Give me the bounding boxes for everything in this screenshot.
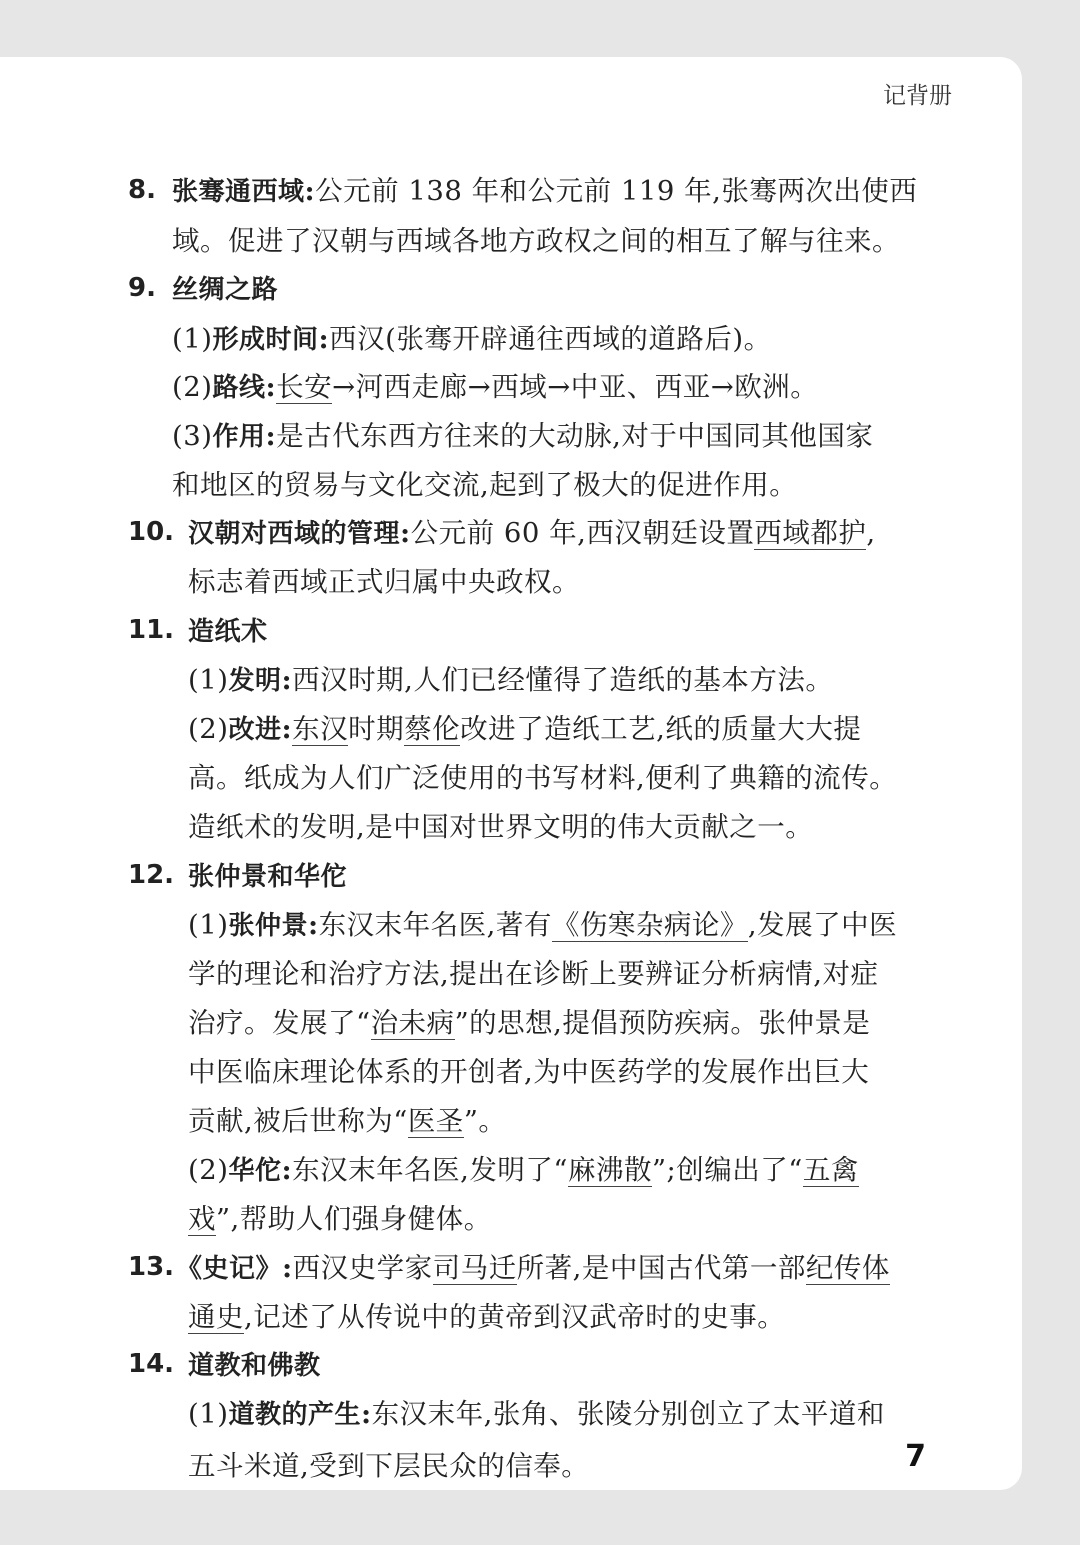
item-14-title xyxy=(188,1345,321,1385)
item-12-p2-text-2: ”;创编出了“ xyxy=(651,1154,803,1186)
item-12-p2-l2-keyword: 戏 xyxy=(188,1203,216,1235)
item-9-p2-title: 路线 xyxy=(212,373,266,403)
item-10-line-2: 标志着西域正式归属中央政权。 xyxy=(188,566,580,598)
item-8-line-1: 张骞通西域:公元前 138 年和公元前 119 年,张骞两次出使西 xyxy=(172,175,918,207)
item-12-title xyxy=(188,856,347,896)
item-13-l2-keyword: 通史 xyxy=(188,1301,244,1333)
item-11-p2-label: (2) xyxy=(188,713,229,745)
item-9-p3-label: (3) xyxy=(172,420,213,452)
item-9-p1-label: (1) xyxy=(172,323,213,355)
item-14-p1-title: 道教的产生 xyxy=(228,1400,361,1430)
item-9-p3-line-2: 和地区的贸易与文化交流,起到了极大的促进作用。 xyxy=(172,469,798,501)
book-page xyxy=(0,57,1022,1490)
item-12-p2-title: 华佗 xyxy=(228,1156,282,1186)
item-12-p1-l3-text-1: 治疗。发展了“ xyxy=(188,1007,371,1039)
item-12-p1-l3-text-2: ”的思想,提倡预防疾病。张仲景是 xyxy=(454,1007,871,1039)
item-9-p3-title: 作用 xyxy=(212,422,266,452)
item-12-point-2: (2)华佗:东汉末年名医,发明了“麻沸散”;创编出了“五禽 xyxy=(188,1154,859,1186)
item-9-p2-text: →河西走廊→西域→中亚、西亚→欧洲。 xyxy=(332,371,819,403)
item-10-number: 10. xyxy=(128,517,175,547)
item-12-p2-l2-text: ”,帮助人们强身健体。 xyxy=(216,1203,492,1235)
item-12-p2-line-2 xyxy=(188,1199,492,1239)
item-14-title-text: 道教和佛教 xyxy=(188,1351,321,1381)
item-9-point-2: (2)路线:长安→河西走廊→西域→中亚、西亚→欧洲。 xyxy=(172,371,819,403)
item-12-p1-l3-keyword: 治未病 xyxy=(370,1007,455,1039)
item-9-title-text: 丝绸之路 xyxy=(172,275,279,305)
item-12-p1-label: (1) xyxy=(188,909,229,941)
item-9-title xyxy=(172,269,278,309)
item-11-p1-title: 发明 xyxy=(228,666,282,696)
item-11-number: 11. xyxy=(128,615,175,645)
item-8-number: 8. xyxy=(128,175,156,205)
item-9-p2-keyword: 长安 xyxy=(276,371,333,403)
item-9-p1-text: 西汉(张骞开辟通往西域的道路后)。 xyxy=(329,323,772,355)
item-12-p1-text-1: 东汉末年名医,著有 xyxy=(318,909,552,941)
item-11-p2-title: 改进 xyxy=(228,715,282,745)
item-10-keyword: 西域都护 xyxy=(754,517,867,549)
item-14-p1-text-1: 东汉末年,张角、张陵分别创立了太平道和 xyxy=(371,1398,885,1430)
item-11-p2-line-3: 造纸术的发明,是中国对世界文明的伟大贡献之一。 xyxy=(188,811,814,843)
item-11-p2-text-2: 改进了造纸工艺,纸的质量大大提 xyxy=(460,713,862,745)
item-13-title: 《史记》 xyxy=(176,1254,283,1284)
item-12-p1-book: 《伤寒杂病论》 xyxy=(551,909,748,941)
item-8-text-1: 公元前 138 年和公元前 119 年,张骞两次出使西 xyxy=(315,175,918,207)
item-13-line-1: 《史记》:西汉史学家司马迁所著,是中国古代第一部纪传体 xyxy=(176,1252,890,1284)
item-11-p2-keyword-2: 蔡伦 xyxy=(404,713,461,745)
item-9-point-1: (1)形成时间:西汉(张骞开辟通往西域的道路后)。 xyxy=(172,323,772,355)
item-11-p2-line-2: 高。纸成为人们广泛使用的书写材料,便利了典籍的流传。 xyxy=(188,762,898,794)
item-10-line-1: 汉朝对西域的管理:公元前 60 年,西汉朝廷设置西域都护, xyxy=(188,517,876,549)
item-12-p2-label: (2) xyxy=(188,1154,229,1186)
item-12-p1-line-4: 中医临床理论体系的开创者,为中医药学的发展作出巨大 xyxy=(188,1056,870,1088)
item-14-p1-line-2: 五斗米道,受到下层民众的信奉。 xyxy=(188,1450,590,1482)
item-11-point-2: (2)改进:东汉时期蔡伦改进了造纸工艺,纸的质量大大提 xyxy=(188,713,862,745)
item-9-point-3: (3)作用:是古代东西方往来的大动脉,对于中国同其他国家 xyxy=(172,420,874,452)
item-12-p1-text-2: ,发展了中医 xyxy=(747,909,898,941)
item-11-p2-keyword-1: 东汉 xyxy=(292,713,349,745)
item-13-number: 13. xyxy=(128,1252,175,1282)
item-13-text-2: 所著,是中国古代第一部 xyxy=(516,1252,806,1284)
item-12-point-1: (1)张仲景:东汉末年名医,著有《伤寒杂病论》,发展了中医 xyxy=(188,909,898,941)
item-12-p1-line-5 xyxy=(188,1101,506,1141)
item-12-p1-l5-keyword: 医圣 xyxy=(407,1105,464,1137)
item-9-p3-text-1: 是古代东西方往来的大动脉,对于中国同其他国家 xyxy=(276,420,874,452)
item-11-p1-label: (1) xyxy=(188,664,229,696)
item-12-p1-title: 张仲景 xyxy=(228,911,308,941)
item-10-text-a: 公元前 60 年,西汉朝廷设置 xyxy=(410,517,755,549)
item-12-number: 12. xyxy=(128,860,175,890)
item-9-number: 9. xyxy=(128,273,156,303)
item-13-keyword-1: 司马迁 xyxy=(432,1252,517,1284)
item-11-title xyxy=(188,611,268,651)
item-11-p2-text-1: 时期 xyxy=(348,713,405,745)
item-12-p1-l5-text-1: 贡献,被后世称为“ xyxy=(188,1105,408,1137)
item-8-title: 张骞通西域 xyxy=(172,177,305,207)
item-12-title-text: 张仲景和华佗 xyxy=(188,862,348,892)
item-9-p2-label: (2) xyxy=(172,371,213,403)
item-12-p2-keyword-2: 五禽 xyxy=(802,1154,859,1186)
item-11-point-1: (1)发明:西汉时期,人们已经懂得了造纸的基本方法。 xyxy=(188,664,834,696)
item-14-point-1: (1)道教的产生:东汉末年,张角、张陵分别创立了太平道和 xyxy=(188,1398,885,1430)
item-13-line-2 xyxy=(188,1297,785,1337)
item-13-text-1: 西汉史学家 xyxy=(292,1252,433,1284)
item-10-title: 汉朝对西域的管理 xyxy=(188,519,401,549)
item-12-p1-l5-text-2: ”。 xyxy=(463,1105,507,1137)
item-11-p1-text: 西汉时期,人们已经懂得了造纸的基本方法。 xyxy=(292,664,834,696)
item-11-title-text: 造纸术 xyxy=(188,617,268,647)
item-12-p2-keyword-1: 麻沸散 xyxy=(567,1154,652,1186)
item-13-l2-text: ,记述了从传说中的黄帝到汉武帝时的史事。 xyxy=(244,1301,786,1333)
item-14-p1-label: (1) xyxy=(188,1398,229,1430)
item-8-line-2: 域。促进了汉朝与西域各地方政权之间的相互了解与往来。 xyxy=(172,225,900,257)
page-number: 7 xyxy=(905,1439,926,1474)
item-10-text-b: , xyxy=(866,517,876,549)
item-12-p1-line-2: 学的理论和治疗方法,提出在诊断上要辨证分析病情,对症 xyxy=(188,958,879,990)
item-14-number: 14. xyxy=(128,1349,175,1379)
item-12-p1-line-3 xyxy=(188,1003,870,1043)
item-13-keyword-2: 纪传体 xyxy=(805,1252,890,1284)
item-12-p2-text-1: 东汉末年名医,发明了“ xyxy=(292,1154,568,1186)
page-header: 记背册 xyxy=(883,83,952,109)
item-9-p1-title: 形成时间 xyxy=(212,325,319,355)
